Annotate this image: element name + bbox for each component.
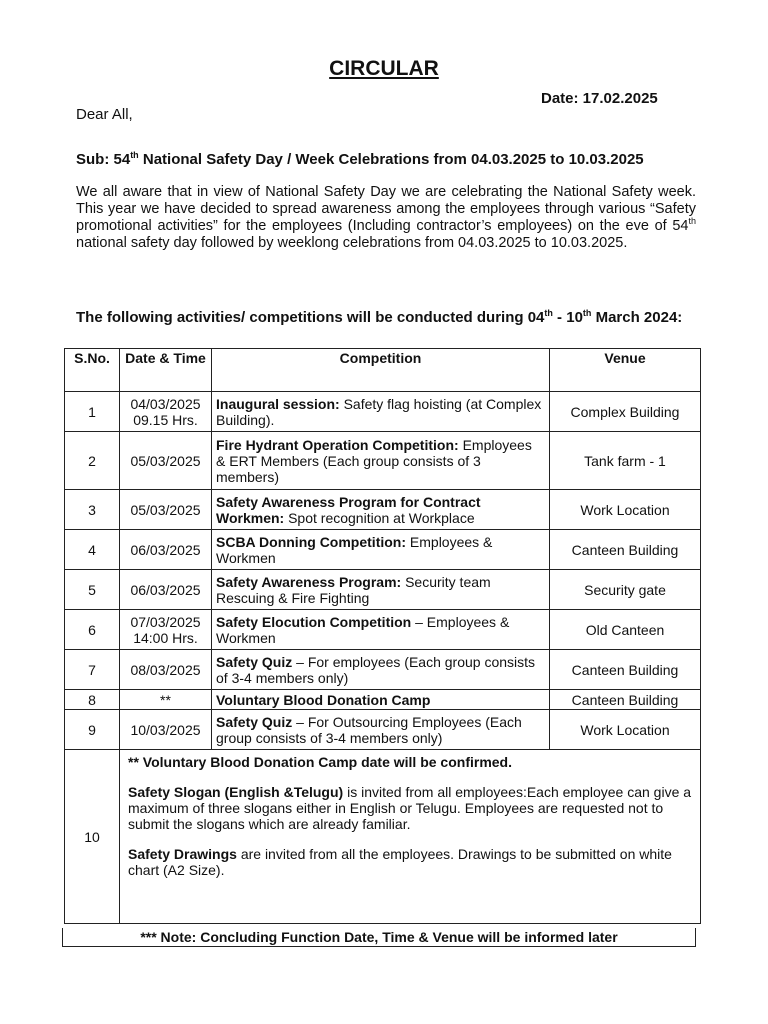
row-sno: 4 — [65, 530, 120, 570]
table-row — [65, 570, 701, 610]
row-competition-detail: Spot recognition at Workplace — [284, 509, 475, 526]
row-competition-detail: – For employees (Each group consists of 3-4 members only) — [216, 653, 536, 686]
row-sno: 10 — [65, 750, 120, 924]
row-competition-detail: Security team Rescuing & Fire Fighting — [216, 573, 491, 606]
row-competition — [212, 392, 550, 432]
row-competition-title: Safety Quiz — [216, 713, 293, 730]
row-date: 04/03/2025 09.15 Hrs. — [120, 392, 212, 432]
row-competition-title: Safety Elocution Competition — [216, 613, 412, 630]
subject-rest: National Safety Day / Week Celebrations from 04.03.2025 to 10.03.2025 — [138, 151, 644, 168]
header-date-time: Date & Time — [120, 349, 212, 392]
drawing-note — [128, 846, 692, 878]
row-competition — [212, 650, 550, 690]
row-venue: Work Location — [550, 710, 701, 750]
row-competition — [212, 710, 550, 750]
row-competition — [212, 490, 550, 530]
row-sno: 8 — [65, 690, 120, 710]
table-row — [65, 392, 701, 432]
row-competition-detail: – Employees & Workmen — [216, 613, 510, 646]
header-competition: Competition — [212, 349, 550, 392]
table-row — [65, 690, 701, 710]
row-sno: 1 — [65, 392, 120, 432]
row-sno: 3 — [65, 490, 120, 530]
row-date: 05/03/2025 — [120, 490, 212, 530]
slogan-detail: is invited from all employees:Each employee can give a maximum of three slogans either in English or Telugu. Employees are requested not to submit the slogans which are already familiar. — [128, 784, 692, 832]
body-paragraph — [76, 184, 696, 252]
body-part2: national safety day followed by weeklong celebrations from 04.03.2025 to 10.03.2025. — [76, 235, 628, 251]
row-competition-title: Inaugural session: — [216, 395, 340, 412]
circular-title: CIRCULAR — [329, 57, 439, 80]
activities-sup1: th — [544, 308, 553, 318]
concluding-note: *** Note: Concluding Function Date, Time & Venue will be informed later — [62, 928, 696, 947]
body-part1: We all aware that in view of National Safety Day we are celebrating the National Safety week. This year we have decided to spread awareness among the employees through various “Safety promotional activities” for the employees (Including contractor’s employees) on the eve of 54 — [76, 184, 696, 234]
row-competition — [212, 690, 550, 710]
row-venue: Complex Building — [550, 392, 701, 432]
subject-prefix: Sub: 54 — [76, 151, 131, 168]
row-sno: 9 — [65, 710, 120, 750]
row-competition-detail: Employees & ERT Members (Each group consists of 3 members) — [216, 436, 532, 485]
activities-part1: The following activities/ competitions will be conducted during 04 — [76, 309, 545, 326]
row-date: 06/03/2025 — [120, 570, 212, 610]
row-venue: Work Location — [550, 490, 701, 530]
table-row — [65, 650, 701, 690]
row-date: ** — [120, 690, 212, 710]
row-competition — [212, 530, 550, 570]
row-date: 06/03/2025 — [120, 530, 212, 570]
row-date: 07/03/2025 14:00 Hrs. — [120, 610, 212, 650]
notes-cell — [120, 750, 701, 924]
row-venue: Security gate — [550, 570, 701, 610]
row-venue: Old Canteen — [550, 610, 701, 650]
table-header-row — [65, 349, 701, 392]
circular-date: Date: 17.02.2025 — [541, 90, 658, 107]
activities-part2: - 10 — [552, 309, 583, 326]
row-competition — [212, 610, 550, 650]
table-row-notes — [65, 750, 701, 924]
drawing-title: Safety Drawings — [128, 846, 237, 862]
table-row — [65, 490, 701, 530]
row-competition-title: Voluntary Blood Donation Camp — [216, 691, 431, 708]
row-competition-title: SCBA Donning Competition: — [216, 533, 407, 550]
row-sno: 6 — [65, 610, 120, 650]
row-competition — [212, 570, 550, 610]
activities-sup2: th — [582, 308, 592, 318]
slogan-note — [128, 784, 692, 832]
row-date: 05/03/2025 — [120, 432, 212, 490]
drawing-detail: are invited from all the employees. Drawings to be submitted on white chart (A2 Size). — [128, 846, 672, 878]
row-competition-detail: Employees & Workmen — [216, 533, 493, 566]
subject-ordinal: th — [130, 150, 139, 160]
row-venue: Tank farm - 1 — [550, 432, 701, 490]
row-competition-title: Safety Awareness Program for Contract Workmen: — [216, 493, 481, 526]
row-venue: Canteen Building — [550, 530, 701, 570]
row-competition-title: Safety Awareness Program: — [216, 573, 402, 590]
activities-heading — [76, 304, 696, 327]
table-row — [65, 530, 701, 570]
greeting: Dear All, — [76, 106, 133, 123]
row-competition-title: Safety Quiz — [216, 653, 293, 670]
row-competition-detail: Safety flag hoisting (at Complex Building). — [216, 395, 542, 428]
row-competition — [212, 432, 550, 490]
blood-donation-note: ** Voluntary Blood Donation Camp date will be confirmed. — [128, 754, 512, 770]
row-date: 08/03/2025 — [120, 650, 212, 690]
header-venue: Venue — [550, 349, 701, 392]
schedule-table — [64, 348, 701, 924]
row-sno: 2 — [65, 432, 120, 490]
table-row — [65, 610, 701, 650]
slogan-title: Safety Slogan (English &Telugu) — [128, 784, 344, 800]
body-sup: th — [688, 216, 696, 227]
header-sno: S.No. — [65, 349, 120, 392]
activities-part3: March 2024: — [591, 309, 683, 326]
row-venue: Canteen Building — [550, 690, 701, 710]
row-sno: 7 — [65, 650, 120, 690]
table-row — [65, 710, 701, 750]
row-venue: Canteen Building — [550, 650, 701, 690]
row-sno: 5 — [65, 570, 120, 610]
subject-line — [76, 150, 644, 168]
row-competition-title: Fire Hydrant Operation Competition: — [216, 436, 459, 453]
table-row — [65, 432, 701, 490]
row-competition-detail: – For Outsourcing Employees (Each group consists of 3-4 members only) — [216, 713, 522, 746]
row-date: 10/03/2025 — [120, 710, 212, 750]
